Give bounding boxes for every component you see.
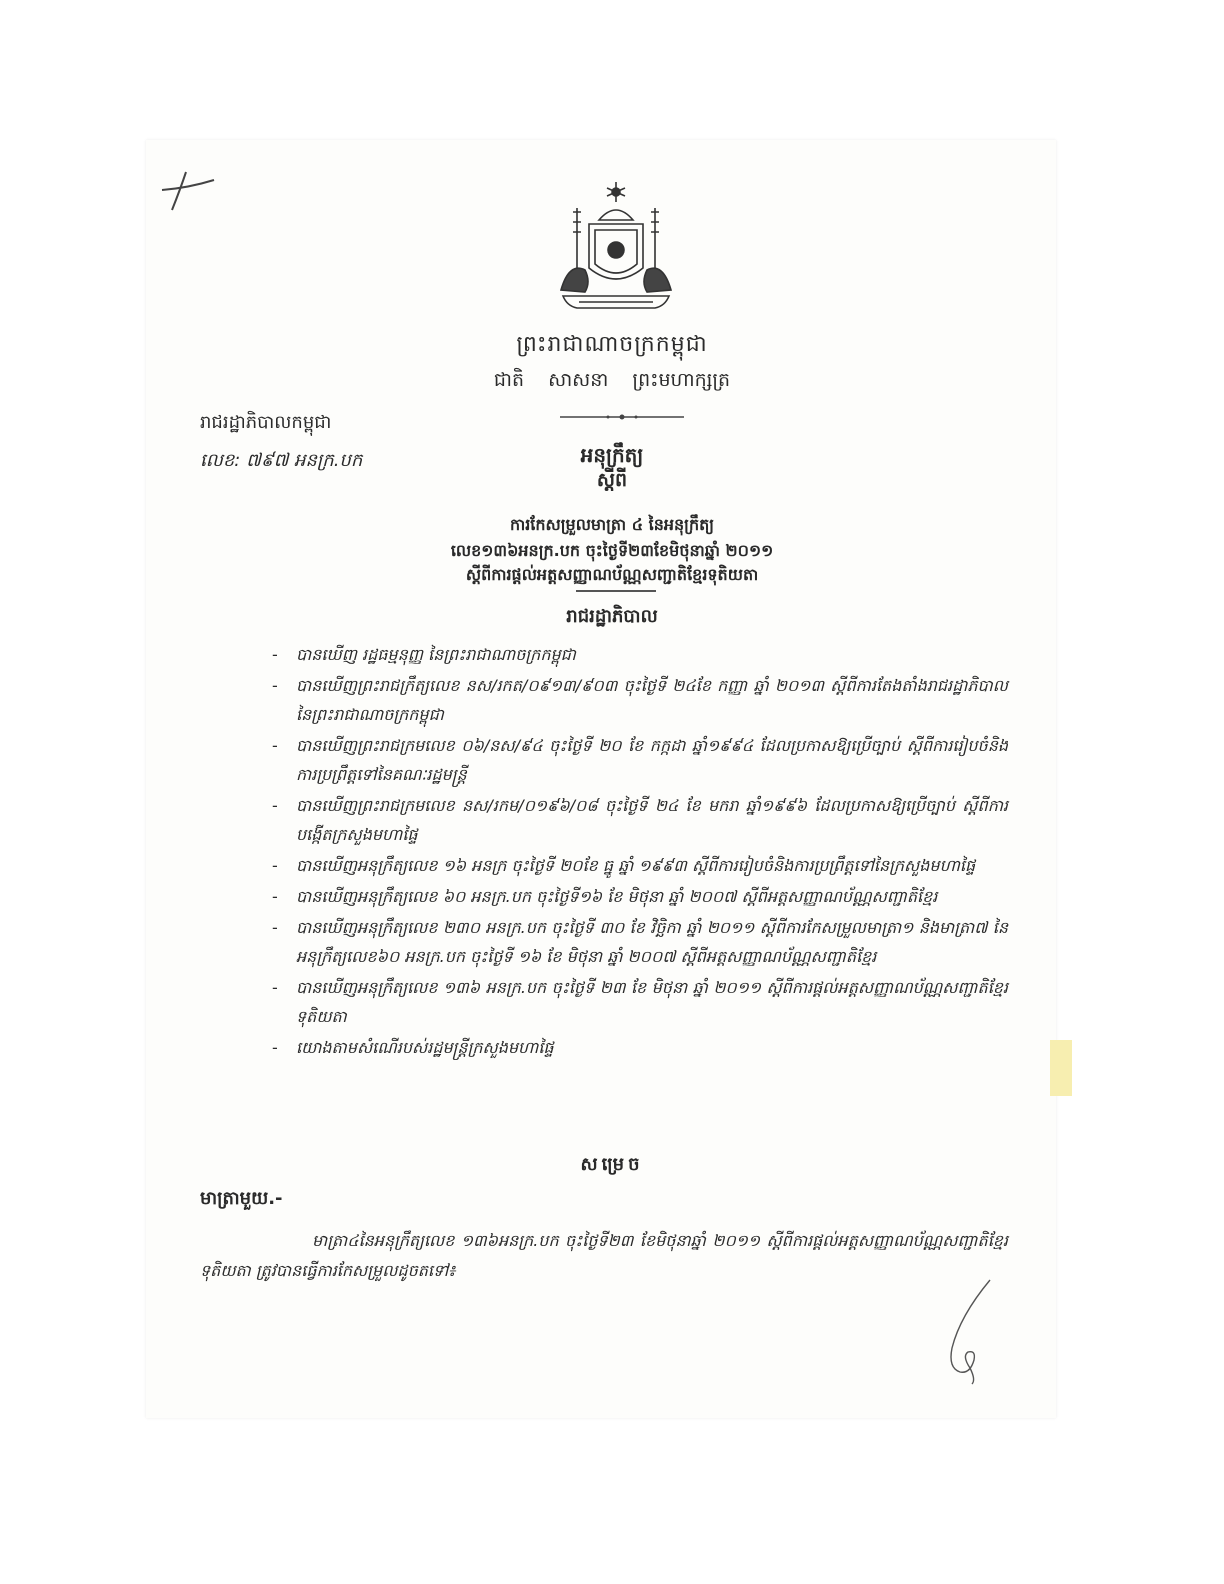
ornamental-divider — [560, 412, 684, 422]
national-motto: ជាតិ សាសនា ព្រះមហាក្សត្រ — [493, 369, 731, 391]
visa-item: - បានឃើញអនុក្រឹត្យលេខ ១៣៦ អនក្រ.បក ចុះថ្ងៃទី ២៣ ខែ មិថុនា ឆ្នាំ ២០១១ ស្តីពីការផ្តល់អត្តសញ្ញាណប័ណ្ណសញ្ជាតិខ្មែរទុតិយតា — [296, 973, 1008, 1031]
subject-line-3: ស្តីពីការផ្តល់អត្តសញ្ញាណប័ណ្ណសញ្ជាតិខ្មែរទុតិយតា — [465, 565, 759, 584]
visa-item: - បានឃើញអនុក្រឹត្យលេខ ៦០ អនក្រ.បក ចុះថ្ងៃទី១៦ ខែ មិថុនា ឆ្នាំ ២០០៧ ស្តីពីអត្តសញ្ញាណប័ណ្ណសញ្ជាតិខ្មែរ — [296, 882, 1008, 911]
handwritten-mark-icon — [158, 168, 218, 212]
visa-item: - បានឃើញអនុក្រឹត្យលេខ ១៦ អនក្រ ចុះថ្ងៃទី ២០ខែ ធ្នូ ឆ្នាំ ១៩៩៣ ស្តីពីការរៀបចំនិងការប្រព្រឹត្តទៅនៃក្រសួងមហាផ្ទៃ — [296, 851, 1008, 880]
document-type: អនុក្រឹត្យ — [580, 443, 644, 467]
visa-list — [296, 640, 1008, 1064]
sticky-note-edge — [1050, 1040, 1072, 1096]
issuing-government: រាជរដ្ឋាភិបាលកម្ពុជា — [200, 412, 332, 433]
visa-item: - បានឃើញព្រះរាជក្រមលេខ ០៦/នស/៩៤ ចុះថ្ងៃទី ២០ ខែ កក្កដា ឆ្នាំ១៩៩៤ ដែលប្រកាសឱ្យប្រើច្បាប់ ស្តីពីការរៀបចំនិងការប្រព្រឹត្តទៅនៃគណៈរដ្ឋមន្ត្រី — [296, 731, 1008, 789]
reference-number: លេខ: ៧៩៧ អនក្រ.បក — [200, 450, 363, 471]
visa-item: - បានឃើញ រដ្ឋធម្មនុញ្ញ នៃព្រះរាជាណាចក្រកម្ពុជា — [296, 640, 1008, 669]
visa-item: - បានឃើញព្រះរាជក្រមលេខ នស/រកម/០១៩៦/០៨ ចុះថ្ងៃទី ២៤ ខែ មករា ឆ្នាំ១៩៩៦ ដែលប្រកាសឱ្យប្រើច្បាប់ ស្តីពីការបង្កើតក្រសួងមហាផ្ទៃ — [296, 791, 1008, 849]
visa-item: - បានឃើញអនុក្រឹត្យលេខ ២៣០ អនក្រ.បក ចុះថ្ងៃទី ៣០ ខែ វិច្ឆិកា ឆ្នាំ ២០១១ ស្តីពីការកែសម្រួលមាត្រា១ និងមាត្រា៧ នៃ អនុក្រឹត្យលេខ៦០ អនក្រ.បក ចុះថ្ងៃទី ១៦ ខែ មិថុនា ឆ្នាំ ២០០៧ ស្តីពីអត្តសញ្ញាណប័ណ្ណសញ្ជាតិខ្មែរ — [296, 913, 1008, 971]
subject-line-1: ការកែសម្រួលមាត្រា ៤ នៃអនុក្រឹត្យ — [509, 515, 715, 534]
article-heading: មាត្រាមួយ.- — [200, 1188, 283, 1209]
kingdom-name: ព្រះរាជាណាចក្រកម្ពុជា — [516, 332, 708, 357]
article-body: មាត្រា៤នៃអនុក្រឹត្យលេខ ១៣៦អនក្រ.បក ចុះថ្ងៃទី២៣ ខែមិថុនាឆ្នាំ ២០១១ ស្តីពីការផ្តល់អត្តសញ្ញាណប័ណ្ណសញ្ជាតិខ្មែរទុតិយតា ត្រូវបានធ្វើការកែសម្រួលដូចតទៅ៖ — [200, 1231, 1008, 1280]
subject-underline — [576, 590, 656, 592]
document-about: ស្តីពី — [596, 469, 628, 491]
visa-item: - បានឃើញព្រះរាជក្រឹត្យលេខ នស/រកត/០៩១៣/៩០៣ ចុះថ្ងៃទី ២៤ខែ កញ្ញា ឆ្នាំ ២០១៣ ស្តីពីការតែងតាំងរាជរដ្ឋាភិបាលនៃព្រះរាជាណាចក្រកម្ពុជា — [296, 671, 1008, 729]
visa-item: - យោងតាមសំណើរបស់រដ្ឋមន្ត្រីក្រសួងមហាផ្ទៃ — [296, 1033, 1008, 1062]
signature-icon — [930, 1276, 1000, 1386]
royal-coat-of-arms-icon — [555, 178, 677, 314]
authority-heading: រាជរដ្ឋាភិបាល — [566, 606, 658, 627]
decision-heading: សម្រេច — [580, 1154, 644, 1175]
subject-line-2: លេខ១៣៦អនក្រ.បក ចុះថ្ងៃទី២៣ខែមិថុនាឆ្នាំ ២០១១ — [450, 541, 774, 560]
